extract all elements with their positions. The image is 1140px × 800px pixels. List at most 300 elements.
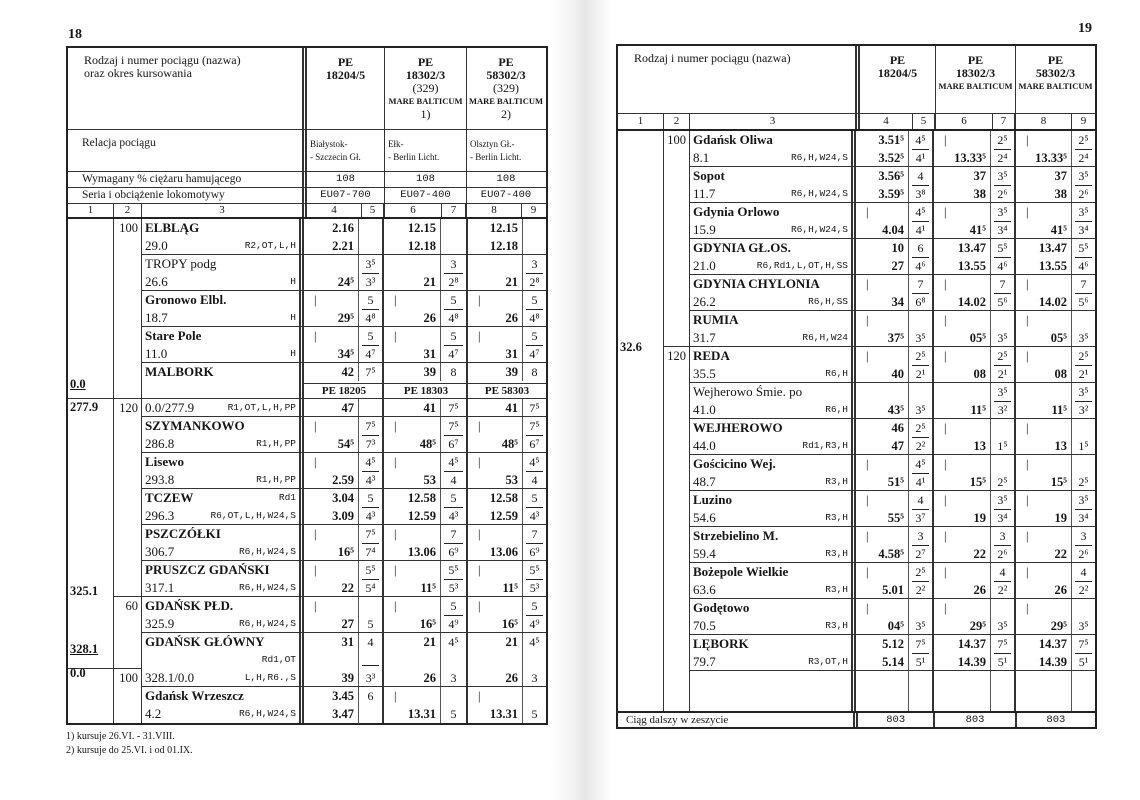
km-segment	[68, 666, 113, 723]
arrival-time: |	[478, 329, 481, 343]
station-name-line	[693, 491, 848, 509]
running-time-column	[991, 383, 1014, 418]
train-cell	[856, 491, 934, 526]
departure-time: 13.06	[407, 545, 436, 559]
train-cell	[856, 167, 934, 202]
station-name-line	[693, 347, 848, 365]
fraction-line	[362, 435, 379, 436]
brake-time: 2⁶	[1078, 547, 1089, 561]
running-time-column	[1072, 347, 1095, 382]
arrival-time: |	[944, 601, 947, 615]
train-cell	[384, 291, 468, 326]
time-column	[856, 383, 909, 418]
arrival-time: |	[866, 565, 869, 579]
running-time-column	[1072, 239, 1095, 274]
brake-time: 3⁵	[1078, 331, 1089, 345]
arrival-time: 37	[973, 169, 986, 183]
arrival-time: 14.37	[957, 637, 986, 651]
arrival-time: 47	[341, 401, 354, 415]
station-name-line	[693, 419, 848, 437]
time-column	[1016, 203, 1072, 238]
running-time-column	[441, 291, 466, 326]
running-time: 3	[1080, 529, 1087, 543]
fraction-line	[994, 293, 1011, 294]
train-cell	[468, 219, 546, 254]
running-time-column	[991, 419, 1014, 454]
departure-time: 26	[423, 311, 436, 325]
station-codes: R1,OT,L,H,PP	[227, 402, 296, 413]
departure-time: 13.31	[489, 707, 518, 721]
time-column	[304, 597, 359, 632]
station-cell	[690, 671, 856, 711]
station-codes: R2,OT,L,H	[244, 240, 296, 251]
column-number: 9	[1080, 115, 1087, 127]
brake-time: 5	[450, 707, 457, 721]
station-cell	[690, 455, 856, 490]
departure-time: 13.31	[407, 707, 436, 721]
fraction-line	[994, 545, 1011, 546]
train-cell	[934, 527, 1016, 562]
fraction-line	[1075, 149, 1092, 150]
fraction-line	[444, 435, 463, 436]
time-column	[934, 491, 991, 526]
station-row	[690, 239, 1095, 275]
station-km-line	[145, 543, 296, 561]
header-title-line: oraz okres kursowania	[84, 66, 192, 80]
running-time-column	[909, 563, 932, 598]
time-column	[934, 383, 991, 418]
running-time-column	[909, 203, 932, 238]
train-number: 58302/3	[486, 68, 526, 82]
column-numbers-row	[68, 204, 546, 217]
fraction-line	[1075, 401, 1092, 402]
running-time: 4	[917, 493, 924, 507]
station-km-line	[145, 309, 296, 327]
train-info: (329)	[412, 81, 439, 95]
train-cell	[468, 633, 546, 686]
running-time: 5	[450, 293, 457, 307]
running-time-column	[523, 291, 546, 326]
station-name: MALBORK	[145, 364, 214, 379]
arrival-time: 46	[891, 421, 904, 435]
arrival-time: |	[1026, 493, 1029, 507]
continuation-value: 803	[1046, 714, 1066, 726]
running-time-column	[523, 399, 546, 416]
time-column	[1016, 491, 1072, 526]
time-column	[468, 561, 523, 596]
station-row	[142, 453, 546, 489]
brake-time: 3⁴	[997, 223, 1008, 237]
station-cell	[142, 597, 304, 632]
fraction-line	[362, 665, 379, 666]
running-time: 4	[1080, 565, 1087, 579]
brake-time: 1⁵	[1078, 439, 1089, 453]
brake-time: 2⁸	[448, 275, 459, 289]
station-cell	[142, 687, 304, 723]
fraction-line	[526, 345, 543, 346]
column-number: 6	[385, 204, 442, 217]
departure-time: 38	[973, 187, 986, 201]
speed-limit: 60	[125, 599, 138, 613]
column-number: 1	[618, 114, 664, 129]
time-column	[304, 633, 359, 686]
train-cell	[1016, 275, 1095, 310]
train-cell	[384, 489, 468, 524]
running-time: 5	[367, 491, 374, 505]
running-time-column	[991, 203, 1014, 238]
running-time-column	[991, 635, 1014, 670]
running-time-column	[523, 327, 546, 362]
departure-time: 53	[423, 473, 436, 487]
station-name: GDAŃSK GŁÓWNY	[145, 634, 265, 649]
fraction-line	[994, 401, 1011, 402]
running-time-column	[441, 363, 466, 381]
train-type: PE	[967, 53, 984, 67]
time-column	[1016, 419, 1072, 454]
station-name-line	[145, 291, 296, 309]
departure-time: 11⁵	[502, 581, 518, 595]
departure-time: 13.33⁵	[1035, 151, 1067, 165]
station-km-line	[145, 669, 296, 687]
train-cell	[304, 417, 384, 452]
train-cell	[1016, 671, 1095, 711]
fraction-line	[1075, 545, 1092, 546]
fraction-line	[526, 435, 543, 436]
brake-time: 5	[367, 617, 374, 631]
train-cell	[468, 453, 546, 488]
arrival-time: |	[1026, 529, 1029, 543]
station-km: 11.7	[693, 186, 716, 201]
time-column	[468, 453, 523, 488]
departure-time: 41⁵	[969, 223, 986, 237]
timetable-body	[68, 217, 546, 723]
km-segment	[618, 131, 663, 707]
departure-time: 05⁵	[1050, 331, 1067, 345]
time-column	[856, 671, 909, 711]
running-time-column	[441, 489, 466, 524]
time-column	[468, 525, 523, 560]
running-time-column	[1072, 167, 1095, 202]
brake-time: 2²	[997, 583, 1008, 597]
train-cell	[856, 311, 934, 346]
fraction-line	[912, 185, 929, 186]
running-time-column	[441, 327, 466, 362]
running-time: 4⁵	[529, 455, 540, 469]
train-name: MARE BALTICUM	[1018, 81, 1093, 91]
arrival-time: |	[478, 599, 481, 613]
station-km: 21.0	[693, 258, 716, 273]
fraction-line	[1075, 185, 1092, 186]
arrival-time: 10	[891, 241, 904, 255]
train-cell	[934, 167, 1016, 202]
station-km: 328.1/0.0	[145, 670, 195, 685]
station-name: WEJHEROWO	[693, 420, 783, 435]
train-cell	[856, 455, 934, 490]
running-time: 2⁵	[997, 349, 1008, 363]
departure-time: 27	[341, 617, 354, 631]
time-column	[934, 239, 991, 274]
speed-segment	[114, 597, 141, 669]
continuation-value: 803	[858, 713, 935, 727]
train-type: PE	[889, 53, 906, 67]
train-cell	[1016, 419, 1095, 454]
brake-time: 2¹	[1078, 367, 1089, 381]
time-column	[1016, 167, 1072, 202]
departure-time: 41⁵	[1050, 223, 1067, 237]
arrival-time: |	[1026, 277, 1029, 291]
running-time: 3⁵	[997, 169, 1008, 183]
brake-time: 6⁸	[915, 295, 926, 309]
departure-time: 4.04	[882, 223, 904, 237]
station-km-line	[693, 365, 848, 383]
running-time: 4⁵	[915, 133, 926, 147]
fraction-line	[912, 437, 929, 438]
time-column	[384, 291, 441, 326]
train-cell	[934, 311, 1016, 346]
station-codes: R6,H,W24,S	[238, 618, 296, 629]
running-time-column	[441, 399, 466, 416]
arrival-time: |	[866, 349, 869, 363]
brake-weight-row	[68, 172, 546, 188]
speed-column	[114, 219, 142, 723]
time-column	[934, 203, 991, 238]
brake-time: 6⁹	[448, 545, 459, 559]
station-row	[690, 311, 1095, 347]
running-time-column	[909, 275, 932, 310]
timetable-body	[618, 129, 1095, 711]
arrival-time: |	[944, 349, 947, 363]
train-number: 18302/3	[405, 68, 446, 82]
brake-time: 4¹	[915, 475, 926, 489]
station-row	[690, 635, 1095, 671]
brake-time: 3²	[997, 403, 1008, 417]
brake-time: 4⁷	[365, 347, 376, 361]
station-km: 15.9	[693, 222, 716, 237]
departure-time: 14.39	[1038, 655, 1067, 669]
fraction-line	[1075, 257, 1092, 258]
station-codes: R6,H,SS	[808, 296, 848, 307]
time-column	[1016, 671, 1072, 711]
speed-segment	[664, 347, 689, 707]
brake-time: 2⁶	[997, 187, 1008, 201]
time-column	[856, 599, 909, 634]
departure-time: 26	[1054, 583, 1067, 597]
station-cell	[690, 635, 856, 670]
train-cell	[468, 399, 546, 416]
arrival-time: |	[944, 565, 947, 579]
time-column	[1016, 599, 1072, 634]
station-codes: H	[290, 312, 296, 323]
train-cell	[934, 275, 1016, 310]
time-column	[934, 671, 991, 711]
station-cell	[690, 131, 856, 166]
departure-time: 39	[341, 671, 354, 685]
brake-time: 4³	[365, 473, 376, 487]
station-cell	[142, 219, 304, 254]
station-codes: Rd1,R3,H	[802, 440, 848, 451]
running-time-column	[991, 599, 1014, 634]
speed-segment	[114, 219, 141, 399]
station-row	[142, 327, 546, 363]
arrival-time: |	[314, 527, 317, 541]
time-column	[304, 255, 359, 290]
time-column	[1016, 383, 1072, 418]
station-name-line	[693, 383, 848, 401]
train-name: MARE BALTICUM	[468, 96, 544, 106]
fraction-line	[526, 273, 543, 274]
time-column	[856, 131, 909, 166]
running-time: 3	[531, 257, 538, 271]
station-km-line	[145, 399, 296, 417]
brake-time: 2⁷	[915, 547, 926, 561]
station-cell	[690, 383, 856, 418]
station-cell	[690, 563, 856, 598]
arrival-time: |	[394, 419, 397, 433]
arrival-time: |	[394, 455, 397, 469]
brake-time: 6⁹	[529, 545, 540, 559]
running-time: 7⁵	[529, 419, 540, 433]
departure-time: 22	[973, 547, 986, 561]
station-km: 306.7	[145, 544, 175, 559]
brake-time: 4¹	[915, 151, 926, 165]
station-cell	[142, 417, 304, 452]
station-km: 31.7	[693, 330, 716, 345]
time-column	[934, 527, 991, 562]
column-number: 6	[936, 114, 993, 129]
column-number: 3	[690, 114, 860, 129]
train-cell	[856, 131, 934, 166]
running-time: 4	[999, 565, 1006, 579]
departure-time: 13	[973, 439, 986, 453]
running-time-column	[359, 327, 382, 362]
km-marker: 32.6	[620, 339, 642, 354]
fraction-line	[444, 309, 463, 310]
arrival-time: |	[944, 277, 947, 291]
station-name-line	[693, 527, 848, 545]
time-column	[468, 417, 523, 452]
train-cell	[934, 203, 1016, 238]
station-codes: R6,Rd1,L,OT,H,SS	[756, 260, 848, 271]
train-cell	[934, 455, 1016, 490]
brake-time: 3⁵	[1078, 619, 1089, 633]
train-cell	[1016, 131, 1095, 166]
train-cell	[384, 633, 468, 686]
departure-time: 48⁵	[419, 437, 436, 451]
running-time: 5	[531, 329, 538, 343]
station-cell	[690, 491, 856, 526]
train-cell	[934, 131, 1016, 166]
relation-line: Białystok-	[310, 139, 348, 149]
arrival-time: |	[944, 529, 947, 543]
time-column	[384, 525, 441, 560]
brake-time: 4	[531, 473, 538, 487]
header-title-line: Rodzaj i numer pociągu (nazwa)	[84, 53, 241, 67]
station-km-line	[693, 473, 848, 491]
fraction-line	[362, 507, 379, 508]
column-number: 3	[142, 204, 307, 217]
km-marker: 0.0	[70, 666, 86, 681]
column-number: 2	[114, 204, 142, 217]
arrival-time: |	[478, 293, 481, 307]
running-time: 5	[450, 599, 457, 613]
station-row	[142, 291, 546, 327]
station-name-line	[145, 597, 296, 615]
brake-time: 3³	[365, 275, 376, 289]
arrival-time: 3.45	[332, 689, 354, 703]
time-column	[304, 219, 359, 254]
station-km: 293.8	[145, 472, 175, 487]
arrival-time: |	[866, 529, 869, 543]
row-value: 108	[496, 173, 516, 185]
station-cell	[142, 633, 304, 686]
fraction-line	[994, 185, 1011, 186]
running-time-column	[359, 597, 382, 632]
departure-time: 3.52⁵	[878, 151, 904, 165]
departure-time: 26	[423, 671, 436, 685]
running-time-column	[1072, 311, 1095, 346]
station-km-line	[693, 545, 848, 563]
arrival-time: 12.58	[489, 491, 518, 505]
running-time-column	[991, 311, 1014, 346]
station-rows	[142, 219, 546, 723]
train-cell	[384, 219, 468, 254]
station-km-line	[145, 435, 296, 453]
departure-time: 3.47	[332, 707, 354, 721]
arrival-time: |	[866, 313, 869, 327]
brake-time: 2⁵	[997, 475, 1008, 489]
train-cell	[304, 525, 384, 560]
station-row	[690, 131, 1095, 167]
row-value: EU07-700	[307, 188, 385, 203]
speed-segment	[114, 399, 141, 597]
brake-time: 4⁸	[365, 311, 376, 325]
row-value	[467, 130, 545, 171]
running-time-column	[1072, 563, 1095, 598]
departure-time: 37⁵	[887, 331, 904, 345]
train-cell	[1016, 167, 1095, 202]
train-cell	[304, 453, 384, 488]
arrival-time: |	[1026, 133, 1029, 147]
arrival-time: |	[314, 293, 317, 307]
running-time-column	[909, 599, 932, 634]
departure-time: 26	[505, 671, 518, 685]
time-column	[468, 327, 523, 362]
running-time: 7	[1080, 277, 1087, 291]
station-codes: R6,H	[825, 368, 848, 379]
station-cell	[142, 453, 304, 488]
running-time-column	[441, 453, 466, 488]
arrival-time: |	[866, 457, 869, 471]
brake-time: 3⁸	[915, 187, 926, 201]
departure-time: 34	[891, 295, 904, 309]
fraction-line	[912, 509, 929, 510]
arrival-time: 21	[423, 635, 436, 649]
time-column	[1016, 239, 1072, 274]
arrival-time: |	[1026, 313, 1029, 327]
station-km-line	[693, 581, 848, 599]
train-cell	[1016, 491, 1095, 526]
time-column	[304, 525, 359, 560]
speed-limit: 120	[119, 401, 138, 415]
departure-time: 04⁵	[887, 619, 904, 633]
train-cell	[468, 597, 546, 632]
train-cell	[384, 525, 468, 560]
departure-time: 08	[973, 367, 986, 381]
station-name-line	[693, 455, 848, 473]
fraction-line	[362, 309, 379, 310]
station-km: 41.0	[693, 402, 716, 417]
time-column	[384, 489, 441, 524]
